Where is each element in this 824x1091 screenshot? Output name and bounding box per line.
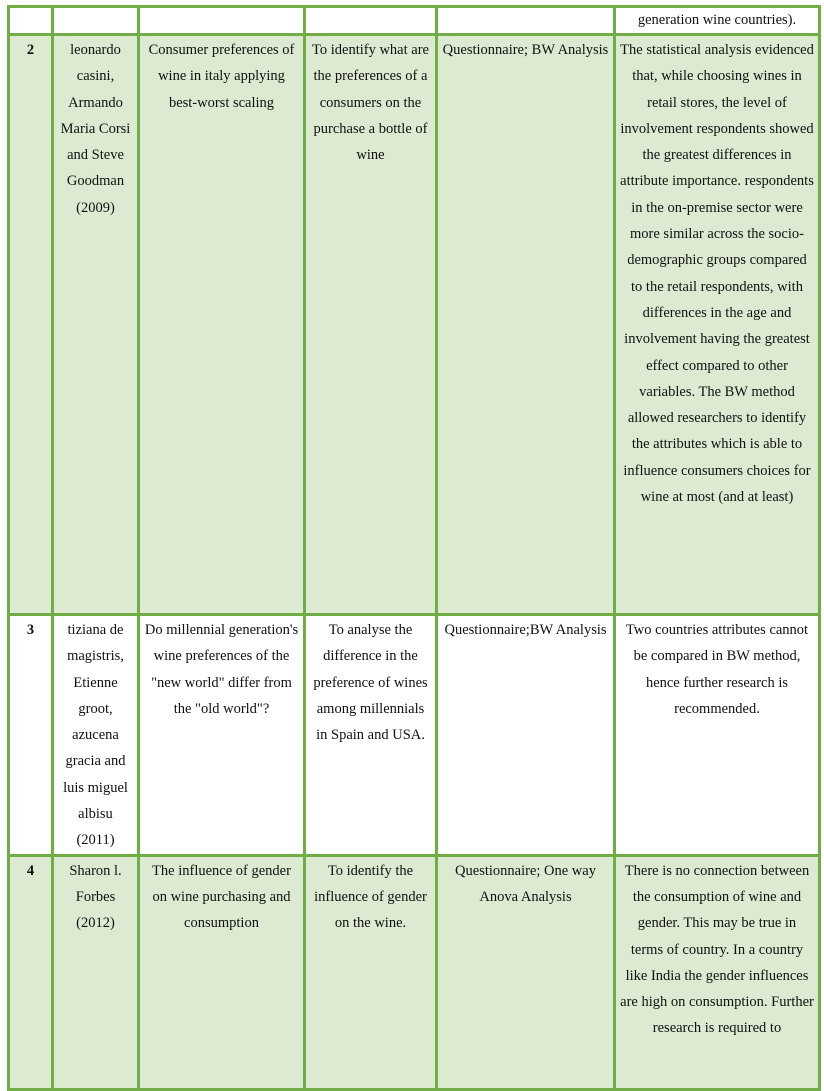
table-row (9, 35, 820, 615)
cell-no: 3 (9, 615, 53, 856)
cell-author: leonardo casini, Armando Maria Corsi and Steve Goodman (2009) (53, 35, 139, 615)
cell-objective: To analyse the difference in the preference of wines among millennials in Spain and USA. (305, 615, 437, 856)
cell-findings: Two countries attributes cannot be compared in BW method, hence further research is recommended. (615, 615, 820, 856)
cell-title: The influence of gender on wine purchasing and consumption (139, 855, 305, 1089)
cell-author: Sharon l. Forbes (2012) (53, 855, 139, 1089)
cell-methodology: Questionnaire; One way Anova Analysis (437, 855, 615, 1089)
cell-no: 2 (9, 35, 53, 615)
cell-author: tiziana de magistris, Etienne groot, azucena gracia and luis miguel albisu (2011) (53, 615, 139, 856)
cell-methodology: Questionnaire; BW Analysis (437, 35, 615, 615)
cell-title (139, 7, 305, 35)
table-row-continued (9, 7, 820, 35)
cell-author (53, 7, 139, 35)
cell-no: 4 (9, 855, 53, 1089)
cell-methodology (437, 7, 615, 35)
cell-findings: generation wine countries). (615, 7, 820, 35)
cell-objective: To identify what are the preferences of a consumers on the purchase a bottle of wine (305, 35, 437, 615)
cell-objective: To identify the influence of gender on the wine. (305, 855, 437, 1089)
cell-title: Do millennial generation's wine preferences of the "new world" differ from the "old world"? (139, 615, 305, 856)
cell-findings: There is no connection between the consumption of wine and gender. This may be true in terms of country. In a country like India the gender influences are high on consumption. Further research is required to (615, 855, 820, 1089)
table-row (9, 615, 820, 856)
cell-title: Consumer preferences of wine in italy applying best-worst scaling (139, 35, 305, 615)
table-row (9, 855, 820, 1089)
cell-objective (305, 7, 437, 35)
cell-findings: The statistical analysis evidenced that, while choosing wines in retail stores, the level of involvement respondents showed the greatest differences in attribute importance. respondents in the on-premise sector were more similar across the socio-demographic groups compared to the retail respondents, with differences in the age and involvement having the greatest effect compared to other variables. The BW method allowed researchers to identify the attributes which is able to influence consumers choices for wine at most (and at least) (615, 35, 820, 615)
literature-review-table (7, 5, 821, 1091)
cell-methodology: Questionnaire;BW Analysis (437, 615, 615, 856)
cell-no (9, 7, 53, 35)
